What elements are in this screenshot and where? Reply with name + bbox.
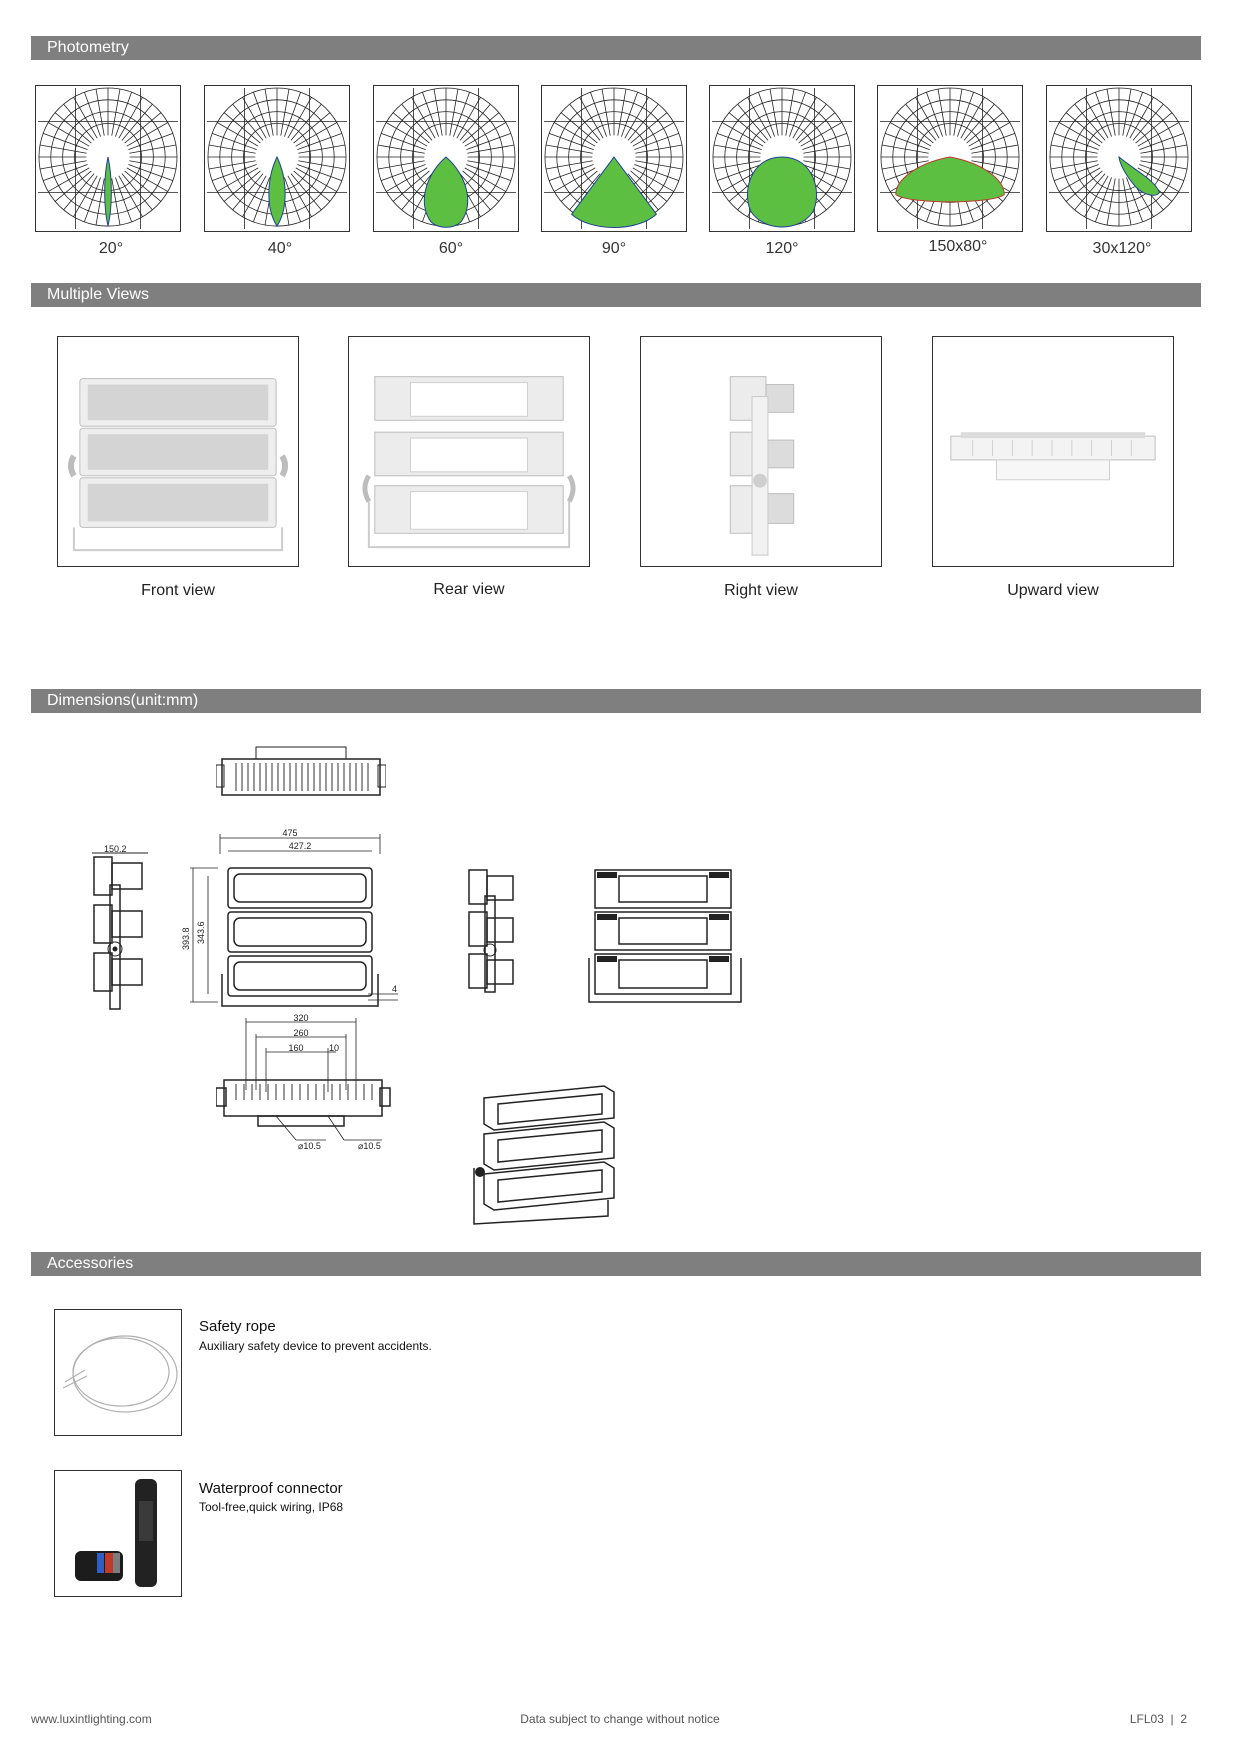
beam-angle-label: 20° [98,240,124,257]
dimension-bottom-view-drawing [216,1012,406,1160]
dim-bottom-260-label: 260 [293,1028,309,1038]
footer-page-number: LFL03 | 2 [1129,1712,1187,1726]
polar-diagram [877,85,1023,232]
rear-view-label: Rear view [433,581,505,598]
dimension-isometric-drawing [464,1078,624,1228]
footer-website: www.luxintlighting.com [31,1712,152,1726]
beam-angle-label: 120° [765,240,799,257]
safety-rope-description: Auxiliary safety device to prevent accidents. [199,1339,432,1353]
dim-width-inner-label: 427.2 [288,841,312,851]
beam-angle-label: 150x80° [928,238,988,255]
dim-height-inner-label: 343.6 [196,921,206,944]
footer-notice: Data subject to change without notice [520,1712,720,1726]
beam-angle-label: 30x120° [1092,240,1152,257]
upward-view-label: Upward view [1007,582,1099,599]
beam-pattern [424,157,467,227]
rear-view-image [348,336,590,567]
section-header-photometry: Photometry [31,36,1201,60]
dimension-right-view-drawing [465,868,525,993]
dim-bottom-10-label: 10 [328,1043,340,1053]
dim-bottom-320-label: 320 [293,1013,309,1023]
front-view-label: Front view [141,582,215,599]
polar-diagram [204,85,350,232]
front-view-image [57,336,299,567]
section-header-dimensions: Dimensions(unit:mm) [31,689,1201,713]
section-header-multiple-views: Multiple Views [31,283,1201,307]
waterproof-connector-title: Waterproof connector [199,1480,343,1497]
polar-diagram [35,85,181,232]
right-view-image [640,336,882,567]
dim-offset-label: 4 [392,984,398,994]
dim-hole-right-label: ⌀10.5 [358,1141,381,1151]
dim-hole-left-label: ⌀10.5 [298,1141,321,1151]
safety-rope-title: Safety rope [199,1318,276,1335]
beam-angle-label: 60° [438,240,464,257]
dim-side-depth-label: 150.2 [104,845,127,854]
polar-diagram [541,85,687,232]
safety-rope-image [54,1309,182,1436]
dim-width-outer-label: 475 [282,828,298,838]
beam-pattern [105,157,112,226]
waterproof-connector-description: Tool-free,quick wiring, IP68 [199,1500,344,1514]
polar-diagram [709,85,855,232]
beam-angle-label: 40° [267,240,293,257]
dimension-rear-view-drawing [585,868,745,1008]
right-view-label: Right view [724,582,798,599]
beam-pattern [269,157,285,226]
waterproof-connector-image [54,1470,182,1597]
dim-height-outer-label: 393.8 [181,927,191,950]
dimension-top-view-drawing [216,745,386,803]
dim-bottom-160-label: 160 [288,1043,304,1053]
section-header-accessories: Accessories [31,1252,1201,1276]
polar-diagram [373,85,519,232]
polar-diagram [1046,85,1192,232]
dimension-side-view-drawing [90,845,160,1015]
upward-view-image [932,336,1174,567]
dimension-front-view-drawing [178,824,398,1019]
beam-pattern [747,157,816,227]
beam-angle-label: 90° [601,240,627,257]
